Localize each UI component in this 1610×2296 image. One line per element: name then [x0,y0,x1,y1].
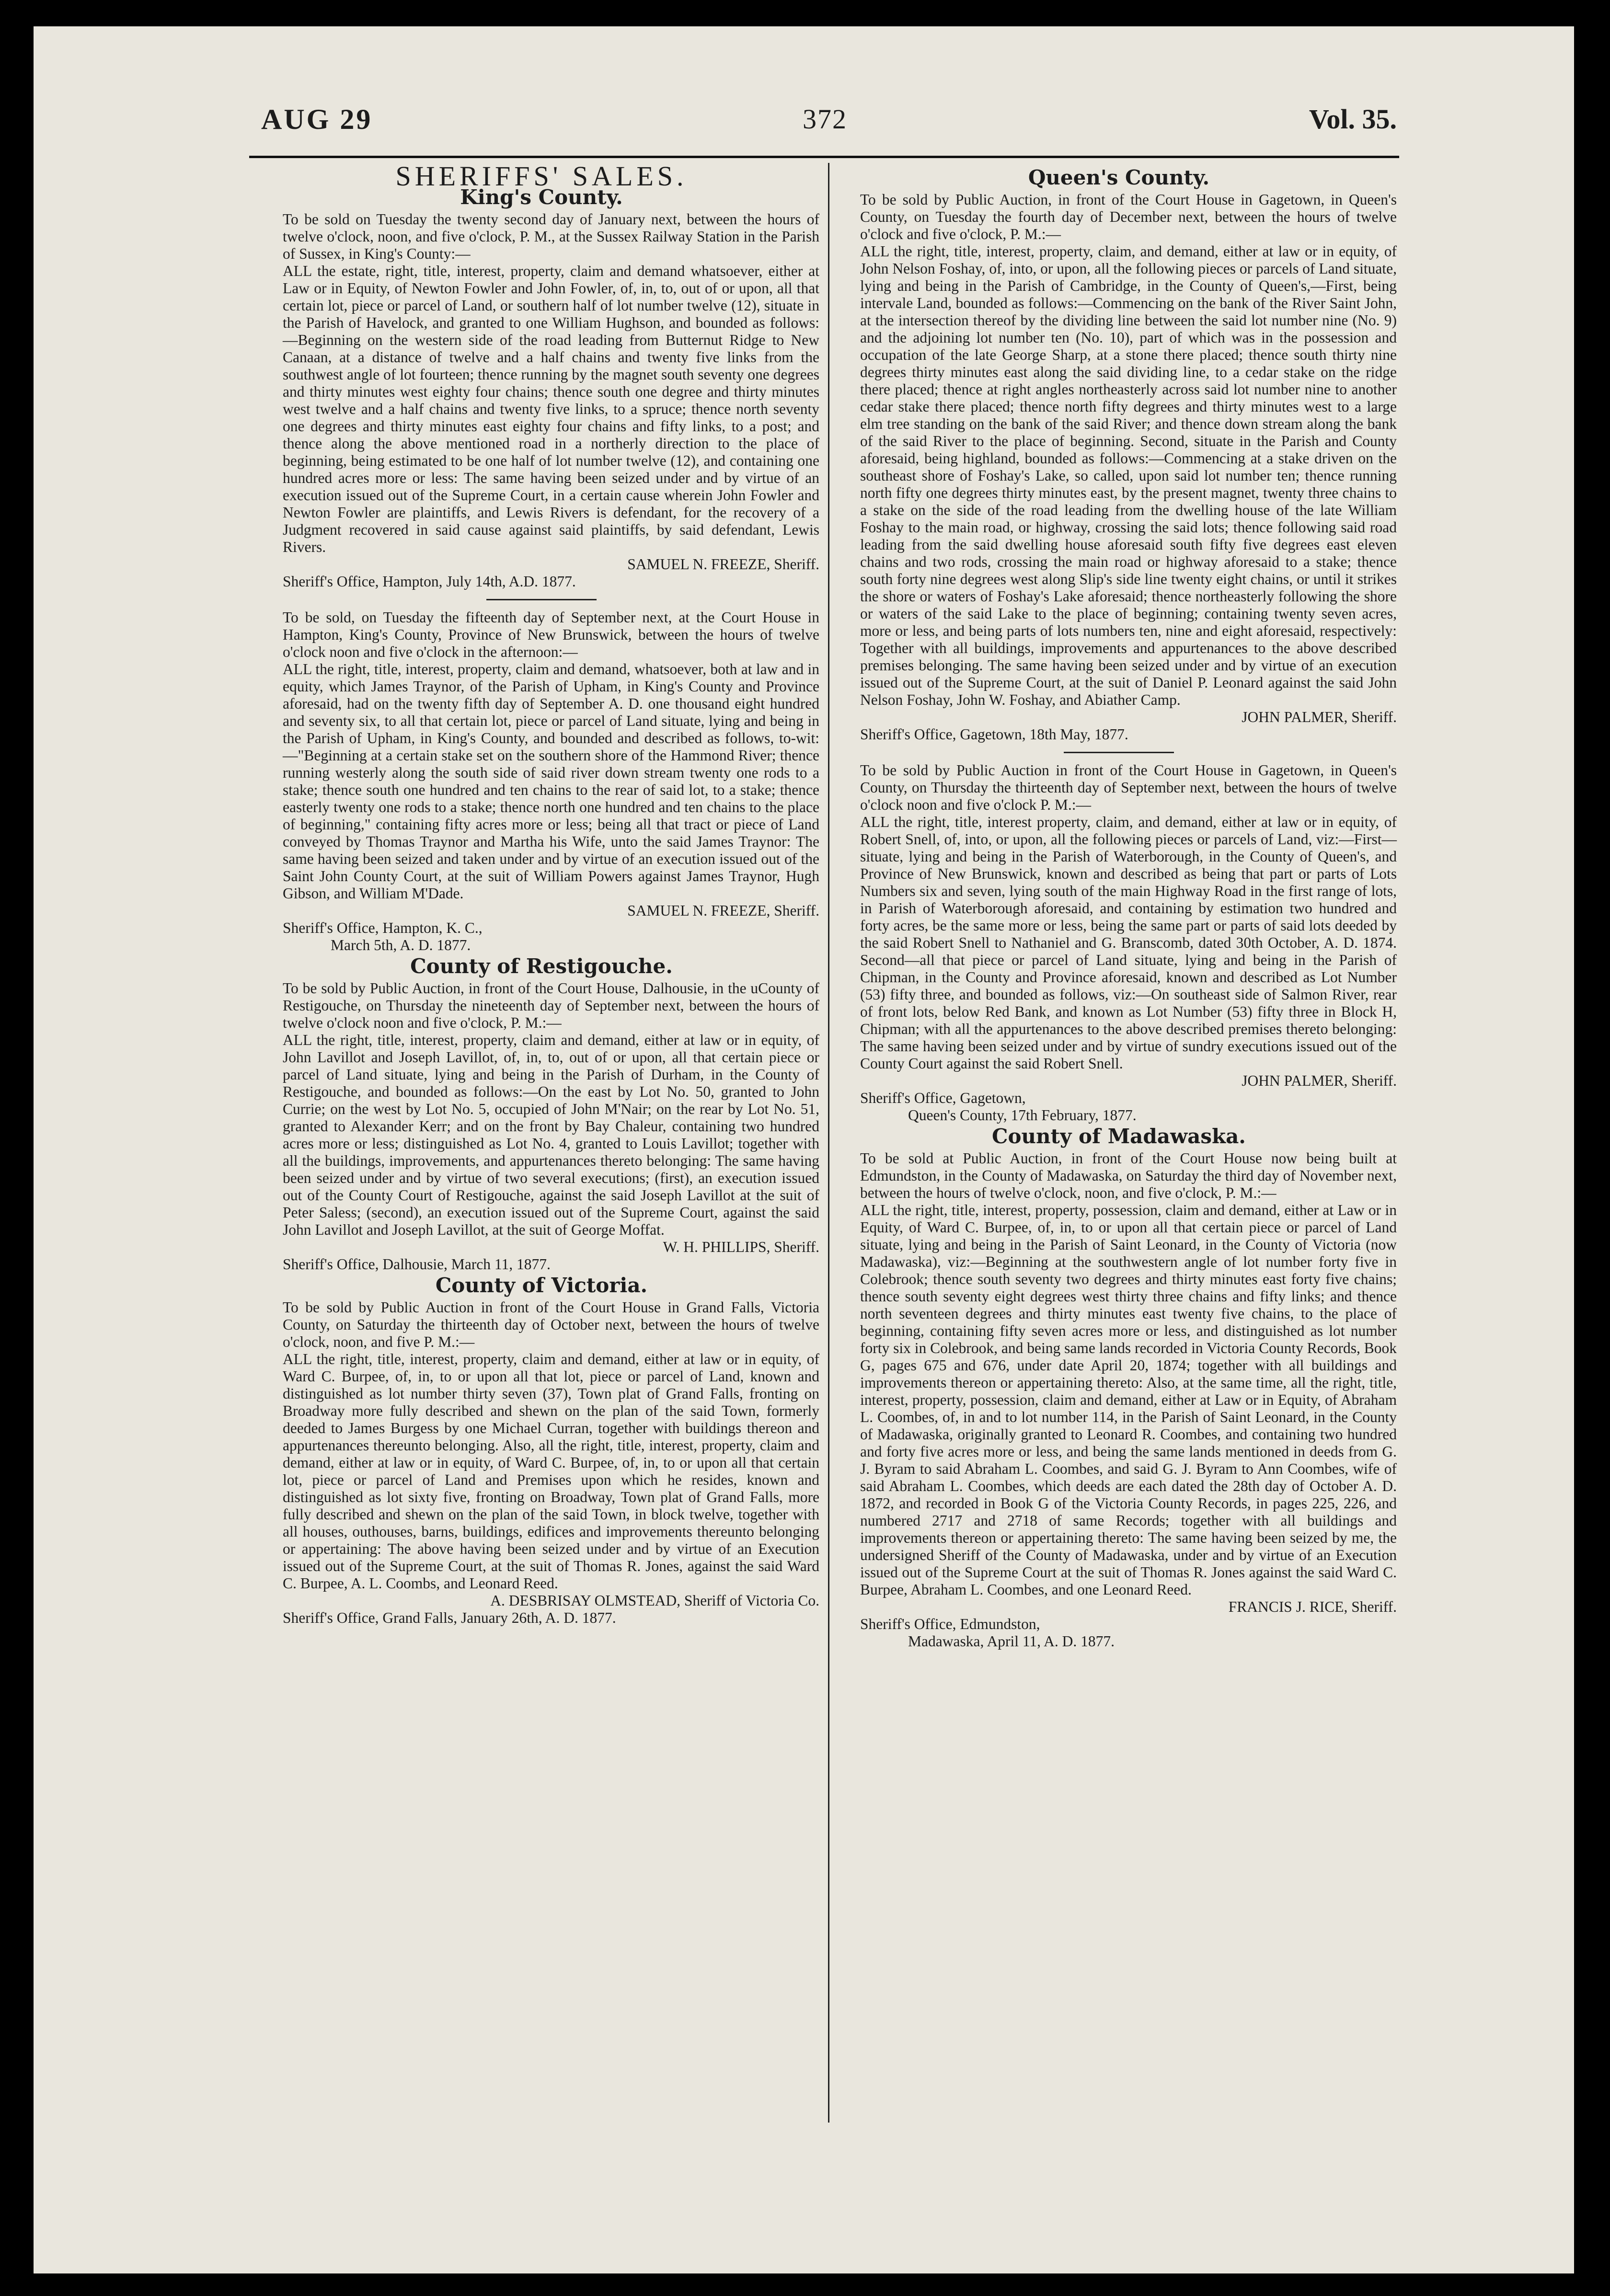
right-column [841,165,1397,1650]
restigouche-intro: To be sold by Public Auction, in front of the Court House, Dalhousie, in the uCounty of Restigouche, on Thursday the nineteenth day of September next, between the hours of twelve o'clock noon and five o'clock, P. M.:— [283,980,819,1031]
restigouche-signature: W. H. PHILLIPS, Sheriff. [663,1239,819,1255]
queens-ad1-intro: To be sold by Public Auction, in front of the Court House in Gagetown, in Queen's County, on Tuesday the fourth day of December next, between the hours of twelve o'clock and five o'clock, P. M.:— [860,191,1397,242]
madawaska-body: ALL the right, title, interest, property, possession, claim and demand, either at Law or in Equity, of Ward C. Burpee, of, in, to or upon all that certain piece or parcel of Land situate, lying and being in the Parish of Saint Leonard, in the County of Victoria (now Madawaska), viz:—Beginning at the southwestern angle of lot number forty five in Colebrook; thence south seventy two degrees and thirty minutes east forty five chains; thence south seventy eight degrees west thirty three chains and fifty links; and thence north seventeen degrees and thirty minutes east twenty five chains, to the place of beginning, containing fifty seven acres more or less, and distinguished as lot number forty six in Colebrook, and being same lands recorded in Victoria County Records, Book G, pages 675 and 676, under date April 20, 1874; together with all buildings and improvements thereon or appertaining thereto: Also, at the same time, all the right, title, interest, property, possession, claim and demand, either at Law or in Equity, of Abraham L. Coombes, of, in and to lot number 114, in the Parish of Saint Leonard, in the County of Madawaska, originally granted to Leonard R. Coombes, and containing two hundred and forty five acres more or less, and being the same lands mentioned in deeds from G. J. Byram to said Abraham L. Coombes, and said G. J. Byram to Ann Coombes, wife of said Abraham L. Coombes, which deeds are each dated the 28th day of October A. D. 1872, and recorded in Book G of the Victoria County Records, in pages 225, 226, and numbered 2717 and 2718 of same Records; together with all buildings and improvements thereon or appertaining thereto: The same having been seized by me, the undersigned Sheriff of the County of Madawaska, under and by virtue of an Execution issued out of the Supreme Court at the suit of Thomas R. Jones against the said Ward C. Burpee, Abraham L. Coombes, and one Leonard Reed. [860,1202,1397,1598]
queens-ad2-office-line1: Sheriff's Office, Gagetown, [860,1090,1026,1106]
issue-date: AUG 29 [261,103,373,135]
kings-county-heading: King's County. [460,185,623,209]
kings-ad2-office-line1: Sheriff's Office, Hampton, K. C., [283,919,483,936]
restigouche-body: ALL the right, title, interest, property, claim and demand, either at law or in equity, of John Lavillot and Joseph Lavillot, of, in, to, out of or upon, all that certain piece or parcel of Land situate, lying and being in the Parish of Durham, in the County of Restigouche, and bounded as follows:—On the east by Lot No. 50, granted to John Currie; on the west by Lot No. 5, occupied of John M'Nair; on the rear by Lot No. 51, granted to Alexander Kerr; and on the front by Bay Chaleur, containing two hundred acres more or less; distinguished as Lot No. 4, granted to Louis Lavillot; together with all the buildings, improvements, and appurtenances thereto belonging: The same having been seized under and by virtue of two several executions; (first), an execution issued out of the County Court of Restigouche, against the said Joseph Lavillot at the suit of Peter Saless; (second), an execution issued out of the Supreme Court, against the said John Lavillot and Joseph Lavillot, at the suit of George Moffat. [283,1032,819,1238]
queens-ad2-signature: JOHN PALMER, Sheriff. [1242,1072,1397,1089]
victoria-signature: A. DESBRISAY OLMSTEAD, Sheriff of Victoria Co. [490,1592,819,1609]
kings-ad2-body: ALL the right, title, interest, property, claim and demand, whatsoever, both at law and in equity, which James Traynor, of the Parish of Upham, in King's County and Province aforesaid, had on the twenty fifth day of September A. D. one thousand eight hundred and seventy six, to all that certain lot, piece or parcel of Land situate, lying and being in the Parish of Upham, in King's County, and bounded and described as follows, to-wit:—"Beginning at a certain stake set on the southern shore of the Hammond River; thence running westerly along the south side of said river down stream twenty one rods to a stake; thence south one hundred and ten chains to the rear of said lot, to a stake; thence easterly twenty one rods to a stake; thence north one hundred and ten chains to the place of beginning," containing fifty acres more or less; being all that tract or piece of Land conveyed by Thomas Traynor and Martha his Wife, unto the said James Traynor: The same having been seized and taken under and by virtue of an execution issued out of the Saint John County Court, at the suit of William Powers against James Traynor, Hugh Gibson, and William M'Dade. [283,661,819,902]
queens-ad2-body: ALL the right, title, interest property, claim, and demand, either at law or in equity, of Robert Snell, of, into, or upon, all the following pieces or parcels of Land, viz:—First—situate, lying and being in the Parish of Waterborough, in the County of Queen's, and Province of New Brunswick, known and described as being that part or parts of Lots Numbers six and seven, lying south of the main Highway Road in the first range of lots, in Parish of Waterborough aforesaid, and containing by estimation two hundred and forty acres, be the same more or less, being the same part or parts of said lots deeded by the said Robert Snell to Nathaniel and G. Branscomb, dated 30th October, A. D. 1874. Second—all that piece or parcel of Land situate, lying and being in the Parish of Chipman, in the County and Province aforesaid, known and described as Lot Number (53) fifty three, and bounded as follows, viz:—On southeast side of Salmon River, rear of front lots, below Red Bank, and known as Lot Number (53) fifty three in Block H, Chipman; with all the appurtenances to the above described premises thereto belonging: The same having been seized under and by virtue of sundry executions issued out of the County Court against the said Robert Snell. [860,814,1397,1072]
kings-ad1-body: ALL the estate, right, title, interest, property, claim and demand whatsoever, either at Law or in Equity, of Newton Fowler and John Fowler, of, in, to, out of or upon, all that certain lot, piece or parcel of Land, or southern half of lot number twelve (12), situate in the Parish of Havelock, and granted to one William Hughson, and bounded as follows:—Beginning on the western side of the road leading from Butternut Ridge to New Canaan, at a distance of twelve and a half chains and twenty five links from the southwest angle of lot fourteen; thence running by the magnet south seventy one degrees and thirty minutes west eighty four chains; thence south one degree and thirty minutes west twelve and a half chains and twenty five links, to a spruce; thence north seventy one degrees and thirty minutes east eighty four chains and fifty links, to a post; and thence along the above mentioned road in a northerly direction to the place of beginning, being estimated to be one half of lot number twelve (12), and containing one hundred acres more or less: The same having been seized under and by virtue of an execution issued out of the Supreme Court, in a certain cause wherein John Fowler and Newton Fowler are plaintiffs, and Lewis Rivers is defendant, for the recovery of a Judgment recovered in said cause against said plaintiffs, by said defendant, Lewis Rivers. [283,263,819,555]
section-title: SHERIFFS' SALES. [395,161,688,192]
victoria-heading: County of Victoria. [435,1274,648,1297]
divider [486,599,597,600]
column-rule [828,163,829,2123]
kings-ad2-intro: To be sold, on Tuesday the fifteenth day of September next, at the Court House in Hampton, King's County, Province of New Brunswick, between the hours of twelve o'clock noon and five o'clock in the afternoon:— [283,609,819,660]
kings-ad2-signature: SAMUEL N. FREEZE, Sheriff. [627,902,819,919]
kings-ad1-office: Sheriff's Office, Hampton, July 14th, A.D. 1877. [283,573,576,590]
left-column [264,161,819,1627]
madawaska-heading: County of Madawaska. [992,1125,1246,1148]
page-number: 372 [803,103,847,135]
madawaska-signature: FRANCIS J. RICE, Sheriff. [1228,1598,1397,1615]
queens-ad1-signature: JOHN PALMER, Sheriff. [1242,709,1397,725]
volume-number: Vol. 35. [1309,103,1397,135]
kings-ad2-office-line2: March 5th, A. D. 1877. [331,937,471,953]
header-rule [249,156,1399,158]
queens-ad2-intro: To be sold by Public Auction in front of the Court House in Gagetown, in Queen's County, on Thursday the thirteenth day of September next, between the hours of twelve o'clock noon and five o'clock P. M.:— [860,762,1397,813]
restigouche-heading: County of Restigouche. [410,954,673,978]
divider [1064,752,1174,753]
page-header [261,81,1397,144]
kings-ad1-signature: SAMUEL N. FREEZE, Sheriff. [627,556,819,573]
madawaska-intro: To be sold at Public Auction, in front of the Court House now being built at Edmundston, in the County of Madawaska, on Saturday the third day of November next, between the hours of twelve o'clock, noon, and five o'clock, P. M.:— [860,1150,1397,1201]
queens-ad1-office: Sheriff's Office, Gagetown, 18th May, 1877. [860,726,1128,743]
madawaska-office-line2: Madawaska, April 11, A. D. 1877. [908,1633,1115,1650]
queens-county-heading: Queen's County. [1028,166,1210,189]
madawaska-office-line1: Sheriff's Office, Edmundston, [860,1616,1040,1632]
victoria-body: ALL the right, title, interest, property, claim and demand, either at law or in equity, of Ward C. Burpee, of, in, to or upon all that lot, piece or parcel of Land, known and distinguished as lot number thirty seven (37), Town plat of Grand Falls, fronting on Broadway more fully described and shewn on the plan of the said Town, formerly deeded to James Burgess by one Michael Curran, together with buildings thereon and appurtenances thereunto belonging. Also, all the right, title, interest, property, claim and demand, either at law or in equity, of Ward C. Burpee, of, in, to or upon all that certain lot, piece or parcel of Land and Premises upon which he resides, known and distinguished as lot sixty five, fronting on Broadway, Town plat of Grand Falls, more fully described and shewn on the plan of the said Town, in block twelve, together with all houses, outhouses, barns, buildings, edifices and improvements thereunto belonging or appertaining: The above having been seized under and by virtue of an Execution issued out of the Supreme Court, at the suit of Thomas R. Jones, against the said Ward C. Burpee, A. L. Coombs, and Leonard Reed. [283,1351,819,1592]
queens-ad2-office-line2: Queen's County, 17th February, 1877. [908,1107,1137,1124]
victoria-intro: To be sold by Public Auction in front of the Court House in Grand Falls, Victoria County, on Saturday the thirteenth day of October next, between the hours of twelve o'clock, noon, and five P. M.:— [283,1299,819,1350]
kings-ad1-intro: To be sold on Tuesday the twenty second day of January next, between the hours of twelve o'clock, noon, and five o'clock, P. M., at the Sussex Railway Station in the Parish of Sussex, in King's County:— [283,211,819,262]
victoria-office: Sheriff's Office, Grand Falls, January 26th, A. D. 1877. [283,1609,616,1626]
restigouche-office: Sheriff's Office, Dalhousie, March 11, 1877. [283,1256,551,1273]
queens-ad1-body: ALL the right, title, interest, property, claim, and demand, either at law or in equity, of John Nelson Foshay, of, into, or upon, all the following pieces or parcels of Land situate, lying and being in the Parish of Cambridge, in the County of Queen's,—First, being intervale Land, bounded as follows:—Commencing on the bank of the River Saint John, at the intersection thereof by the dividing line between the said lot number nine (No. 9) and the adjoining lot number ten (No. 10), part of which was in the possession and occupation of the late George Sharp, at a stone there placed; thence south thirty nine degrees thirty minutes east along the said dividing line, to a cedar stake on the ridge there placed; thence at right angles northeasterly across said lot number nine to another cedar stake there placed; thence north fifty degrees and thirty minutes west to a large elm tree standing on the bank of the said River; and thence down stream along the bank of the said River to the place of beginning. Second, situate in the Parish and County aforesaid, being highland, bounded as follows:—Commencing at a stake driven on the southeast shore of Foshay's Lake, so called, upon said lot number ten; thence running north fifty one degrees thirty minutes east, by the present magnet, twenty three chains to a stake on the side of the road leading from the dwelling house of the late William Foshay to the main road, or highway, crossing the said lots; thence following said road leading from the said dwelling house aforesaid south fifty five degrees east eleven chains and two rods, crossing the main road or highway aforesaid to a stake; thence south forty nine degrees west along Slip's side line twenty eight chains, or until it strikes the shore or waters of Foshay's Lake aforesaid; thence northeasterly following the shore or waters of the said Lake to the place of beginning; containing twenty seven acres, more or less, and being parts of lots numbers ten, nine and eight aforesaid, respectively: Together with all buildings, improvements and appurtenances to the above described premises belonging. The same having been seized under and by virtue of an execution issued out of the Supreme Court, at the suit of Daniel P. Leonard against the said John Nelson Foshay, John W. Foshay, and Abiather Camp. [860,243,1397,708]
